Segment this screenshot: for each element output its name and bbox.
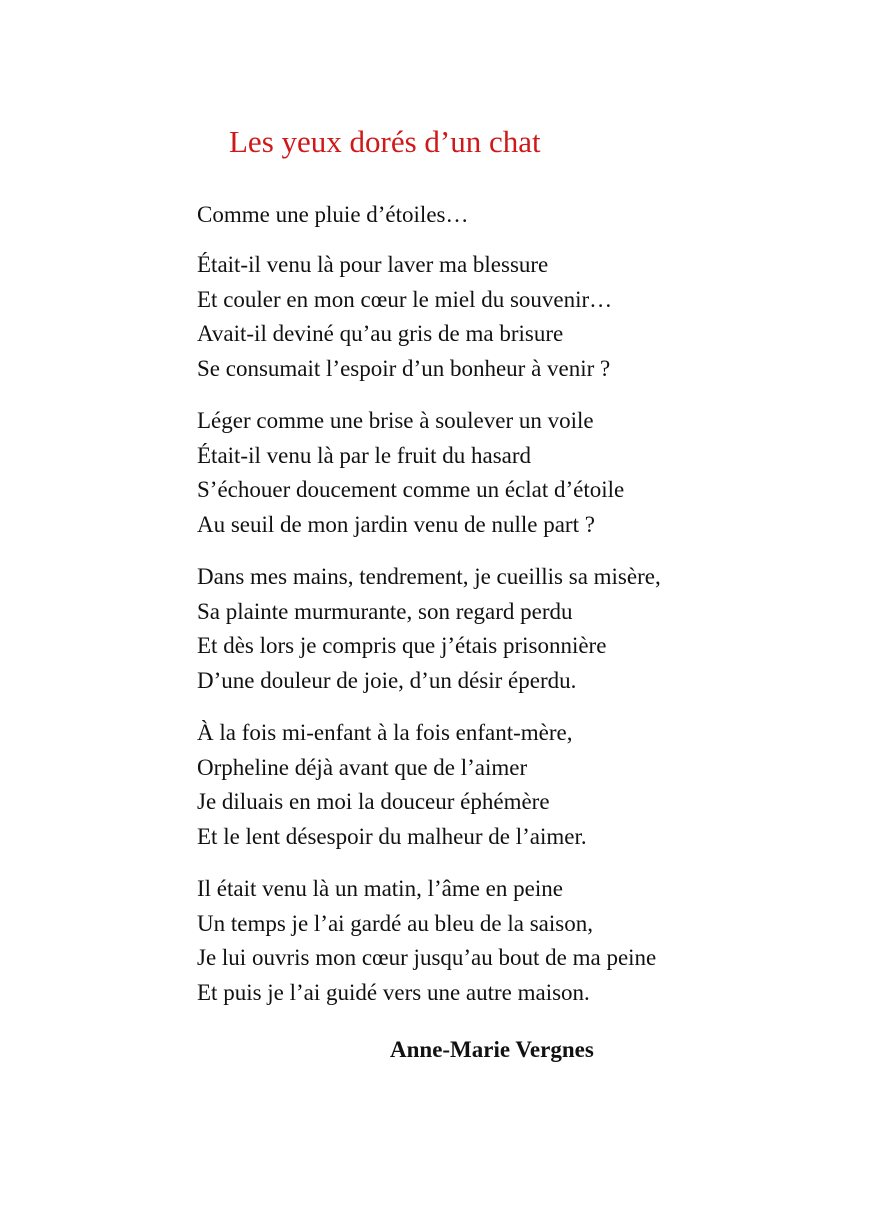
- poem-line: Se consumait l’espoir d’un bonheur à venir ?: [197, 355, 611, 381]
- poem-line: Je lui ouvris mon cœur jusqu’au bout de ma peine: [197, 945, 657, 970]
- poem-line: Était-il venu là pour laver ma blessure: [197, 252, 549, 277]
- poem-title: Les yeux dorés d’un chat: [229, 124, 541, 159]
- poem-line: Il était venu là un matin, l’âme en peine: [197, 876, 563, 901]
- stanza-5: [197, 872, 837, 1010]
- stanza-4: [197, 716, 837, 854]
- poem-line: Orpheline déjà avant que de l’aimer: [197, 754, 528, 780]
- poem-body: [197, 198, 837, 1028]
- poem-line: Et couler en mon cœur le miel du souvenir…: [197, 286, 613, 312]
- stanza-3: [197, 560, 837, 698]
- poem-line: Au seuil de mon jardin venu de nulle part ?: [197, 511, 595, 537]
- poem-line: Avait-il deviné qu’au gris de ma brisure: [197, 321, 564, 346]
- stanza-1: [197, 248, 837, 386]
- poem-line: Dans mes mains, tendrement, je cueillis sa misère,: [197, 564, 661, 589]
- poem-line: À la fois mi-enfant à la fois enfant-mère,: [197, 720, 573, 745]
- poem-line: Et le lent désespoir du malheur de l’aimer.: [197, 823, 587, 849]
- author-signature: Anne-Marie Vergnes: [390, 1037, 594, 1062]
- poem-line: Était-il venu là par le fruit du hasard: [197, 442, 532, 468]
- poem-line: Et dès lors je compris que j’étais prisonnière: [197, 633, 607, 658]
- poem-line: D’une douleur de joie, d’un désir éperdu.: [197, 667, 577, 693]
- poem-line: Je diluais en moi la douceur éphémère: [197, 789, 550, 814]
- poem-line: S’échouer doucement comme un éclat d’étoile: [197, 477, 625, 502]
- poem-line: Léger comme une brise à soulever un voile: [197, 408, 594, 433]
- poem-line: Un temps je l’ai gardé au bleu de la saison,: [197, 910, 593, 936]
- poem-lead-line: Comme une pluie d’étoiles…: [197, 202, 469, 227]
- stanza-2: [197, 404, 837, 542]
- poem-line: Et puis je l’ai guidé vers une autre maison.: [197, 979, 590, 1005]
- poem-line: Sa plainte murmurante, son regard perdu: [197, 598, 573, 624]
